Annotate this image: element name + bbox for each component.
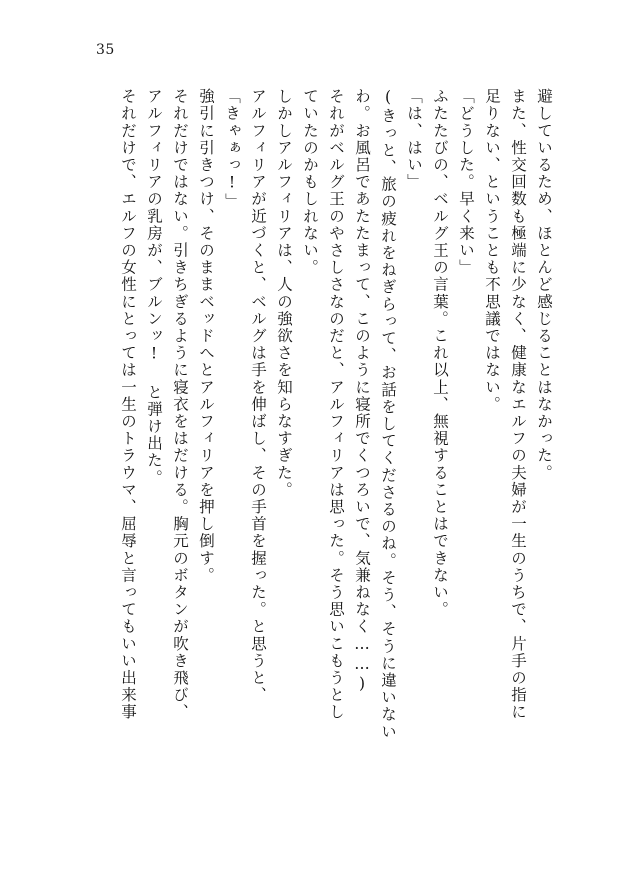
text-line: それだけで、エルフの女性にとっては一生のトラウマ、屈辱と言ってもいい出来事 (119, 88, 137, 721)
text-line: わ。お風呂であたたまって、このように寝所でくつろいで、気兼ねなく……) (353, 88, 371, 694)
text-line: それだけではない。引きちぎるように寝衣をはだける。胸元のボタンが吹き飛び、 (171, 88, 189, 721)
text-line: それがベルグ王のやさしさなのだと、アルフィリアは思った。そう思いこもうとし (327, 88, 345, 721)
text-line: また、性交回数も極端に少なく、健康なエルフの夫婦が一生のうちで、片手の指に (509, 88, 527, 721)
text-line: ていたのかもしれない。 (301, 88, 319, 277)
text-line: 強引に引きつけ、そのままベッドへとアルフィリアを押し倒す。 (197, 88, 215, 584)
text-line: 避しているため、ほとんど感じることはなかった。 (535, 88, 553, 482)
text-line: 「きゃぁっ!」 (223, 88, 241, 211)
text-line: 「どうした。早く来い」 (457, 88, 475, 277)
text-line: アルフィリアの乳房が、ブルンッ! と弾け出た。 (145, 88, 163, 487)
page-number: 35 (96, 42, 115, 58)
text-line: (きっと、旅の疲れをねぎらって、お話をしてくださるのね。そう、そうに違いない (379, 88, 397, 741)
body-text-block (70, 88, 551, 826)
text-line: しかしアルフィリアは、人の強欲さを知らなすぎた。 (275, 88, 293, 499)
text-line: ふたたびの、ベルグ王の言葉。これ以上、無視することはできない。 (431, 88, 449, 619)
text-line: 足りない、ということも不思議ではない。 (483, 88, 501, 413)
text-line: 「は、はい」 (405, 88, 423, 191)
text-line: アルフィリアが近づくと、ベルグは手を伸ばし、その手首を握った。と思うと、 (249, 88, 267, 704)
